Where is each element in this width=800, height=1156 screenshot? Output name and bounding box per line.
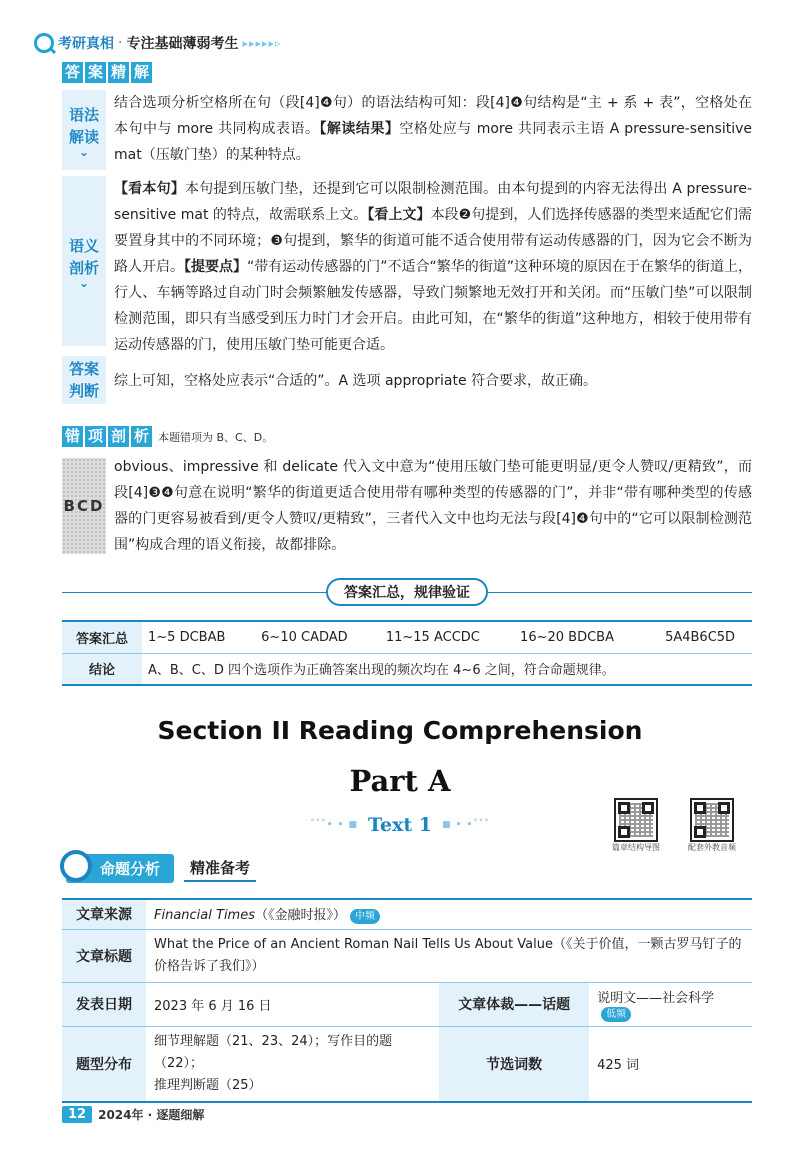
semantic-label [62, 176, 106, 346]
title-label: 文章标题 [62, 929, 146, 982]
answer-analysis-title [62, 62, 152, 83]
table-row [62, 621, 752, 653]
title-char: 答 [62, 62, 83, 83]
info-table [62, 898, 752, 1103]
grammar-result-text: 空格处应与 more 共同表示主语 A pressure-sensitive mat（压敏门垫）的某种特点。 [114, 121, 753, 163]
brand-logo-icon [34, 33, 54, 53]
answer-count-cell: 5A4B6C5D [648, 621, 752, 653]
header-separator: · [118, 35, 123, 51]
genre-text: 说明文——社会科学 [597, 990, 715, 1006]
grammar-label-line2: 解读 [68, 128, 99, 146]
qr-code-icon[interactable] [690, 798, 734, 842]
qr-codes [612, 798, 736, 853]
types-label: 题型分布 [62, 1026, 146, 1102]
above-label: 【看上文】 [367, 207, 431, 223]
source-label: 文章来源 [62, 899, 146, 929]
pill-line-right [488, 592, 752, 593]
analysis-banner-blue [66, 854, 174, 883]
title-char: 解 [131, 62, 152, 83]
table-row [62, 982, 752, 1026]
dots-left-icon: ˚˚˚• • ■ [310, 820, 358, 830]
wrong-options-paragraph: obvious、impressive 和 delicate 代入文中意为“使用压敏门垫可能更明显/更令人赞叹/更精致”，而段[4]❸❹句意在说明“繁华的街道更适合使用带有哪种类型的传感器的门”，并非“带有哪种类型的传感器的门更容易被看到/更令人赞叹/更精致”，三者代入文中也均无法与段[4]❹句中的“它可以限制检测范围”构成合理的语义衔接，故都排除。 [114, 459, 752, 553]
wrong-options-title [62, 426, 152, 447]
analysis-banner-label: 命题分析 [100, 860, 161, 878]
page-footer [62, 1106, 204, 1123]
grammar-result-label: 【解读结果】 [319, 121, 400, 137]
qr-caption: 篇章结构导图 [612, 843, 660, 852]
date-cell: 2023 年 6 月 16 日 [146, 982, 439, 1026]
answer-cell: 16~20 BDCBA [514, 621, 648, 653]
frequency-badge: 中频 [350, 909, 380, 924]
types-line2: 推理判断题（25） [154, 1077, 262, 1093]
qr-block[interactable] [612, 798, 660, 853]
types-cell [146, 1026, 439, 1102]
answer-cell: 1~5 DCBAB [142, 621, 255, 653]
key-label: 【提要点】 [184, 259, 247, 275]
semantic-label-line1: 语义 [68, 237, 99, 255]
page-number: 12 [62, 1106, 92, 1123]
grammar-label [62, 90, 106, 170]
summary-table [62, 620, 752, 686]
summary-pill-row [62, 578, 752, 606]
genre-cell [589, 982, 752, 1026]
analysis-banner-text: 精准备考 [184, 855, 256, 882]
conclusion-cell: A、B、C、D 四个选项作为正确答案出现的频次均在 4~6 之间，符合命题规律。 [142, 653, 752, 685]
see-label: 【看本句】 [114, 181, 185, 197]
brand-name: 考研真相 [58, 36, 114, 52]
bcd-box: BCD [62, 458, 106, 554]
header-arrows-icon: ▸▸▸▸▸▹ [242, 36, 282, 50]
pill-line-left [62, 592, 326, 593]
table-row [62, 929, 752, 982]
qr-block[interactable] [688, 798, 736, 853]
header-tagline: 专注基础薄弱考生 [126, 36, 239, 52]
wrong-options-header [62, 426, 273, 447]
analysis-banner [66, 854, 256, 883]
qr-caption: 配套外教音频 [688, 843, 736, 852]
footer-text: 2024年 · 逐题细解 [98, 1108, 205, 1122]
above-text: 本段❷句提到，人们选择传感器的类型来适配它们需要置身其中的不同环境；❸句提到，繁华的街道可能不适合使用带有运动传感器的门，因为它会不断为路人开启。 [114, 207, 752, 275]
table-row [62, 653, 752, 685]
conclusion-label: 结论 [62, 653, 142, 685]
answer-cell: 11~15 ACCDC [380, 621, 514, 653]
title-char: 项 [85, 426, 106, 447]
title-char: 错 [62, 426, 83, 447]
grammar-paragraph [114, 90, 752, 168]
semantic-paragraph [114, 176, 752, 358]
title-char: 案 [85, 62, 106, 83]
page-header [34, 30, 282, 56]
table-row [62, 1026, 752, 1102]
words-label: 节选词数 [439, 1026, 589, 1102]
section-title: Section II Reading Comprehension [157, 716, 643, 745]
words-cell: 425 词 [589, 1026, 752, 1102]
grammar-label-line1: 语法 [68, 106, 99, 124]
title-char: 精 [108, 62, 129, 83]
dots-right-icon: ■ • •˚˚˚ [442, 820, 490, 830]
source-italic: Financial Times [154, 908, 255, 924]
see-text: 本句提到压敏门垫，还提到它可以限制检测范围。由本句提到的内容无法得出 A pressure-sensitive mat 的特点，故需联系上文。 [114, 181, 753, 223]
judgment-label-line2: 判断 [68, 382, 99, 400]
qr-code-icon[interactable] [614, 798, 658, 842]
table-row [62, 899, 752, 929]
answers-label: 答案汇总 [62, 621, 142, 653]
judgment-label-line1: 答案 [68, 360, 99, 378]
wrong-options-note: 本题错项为 B、C、D。 [158, 430, 274, 444]
judgment-paragraph: 综上可知，空格处应表示“合适的”。A 选项 appropriate 符合要求，故正确。 [114, 373, 598, 389]
title-cell: What the Price of an Ancient Roman Nail Tells Us About Value（《关于价值，一颗古罗马钉子的价格告诉了我们》） [146, 929, 752, 982]
date-label: 发表日期 [62, 982, 146, 1026]
judgment-label [62, 356, 106, 404]
semantic-label-line2: 剖析 [68, 259, 99, 277]
text-title: Text 1 [368, 814, 432, 836]
title-char: 析 [131, 426, 152, 447]
frequency-badge: 低频 [601, 1007, 631, 1022]
grammar-text: 结合选项分析空格所在句（段[4]❹句）的语法结构可知：段[4]❹句结构是“主 + 系 + 表”，空格处在本句中与 more 共同构成表语。 [114, 95, 752, 137]
types-line1: 细节理解题（21、23、24）；写作目的题（22）； [154, 1033, 393, 1071]
answer-cell: 6~10 CADAD [255, 621, 380, 653]
summary-pill: 答案汇总，规律验证 [326, 578, 488, 606]
genre-label: 文章体裁——话题 [439, 982, 589, 1026]
title-char: 剖 [108, 426, 129, 447]
search-icon [60, 850, 92, 882]
source-cn: （《金融时报》） [255, 908, 347, 924]
part-title: Part A [349, 764, 451, 798]
source-cell [146, 899, 752, 929]
key-text: “带有运动传感器的门”不适合“繁华的街道”这种环境的原因在于在繁华的街道上，行人、车辆等路过自动门时会频繁触发传感器，导致门频繁地无效打开和关闭。而“压敏门垫”可以限制检测范围，即只有当感受到压力时门才会开启。由此可知，在“繁华的街道”这种地方，相较于使用带有运动传感器的门，使用压敏门垫可能更合适。 [114, 259, 753, 353]
